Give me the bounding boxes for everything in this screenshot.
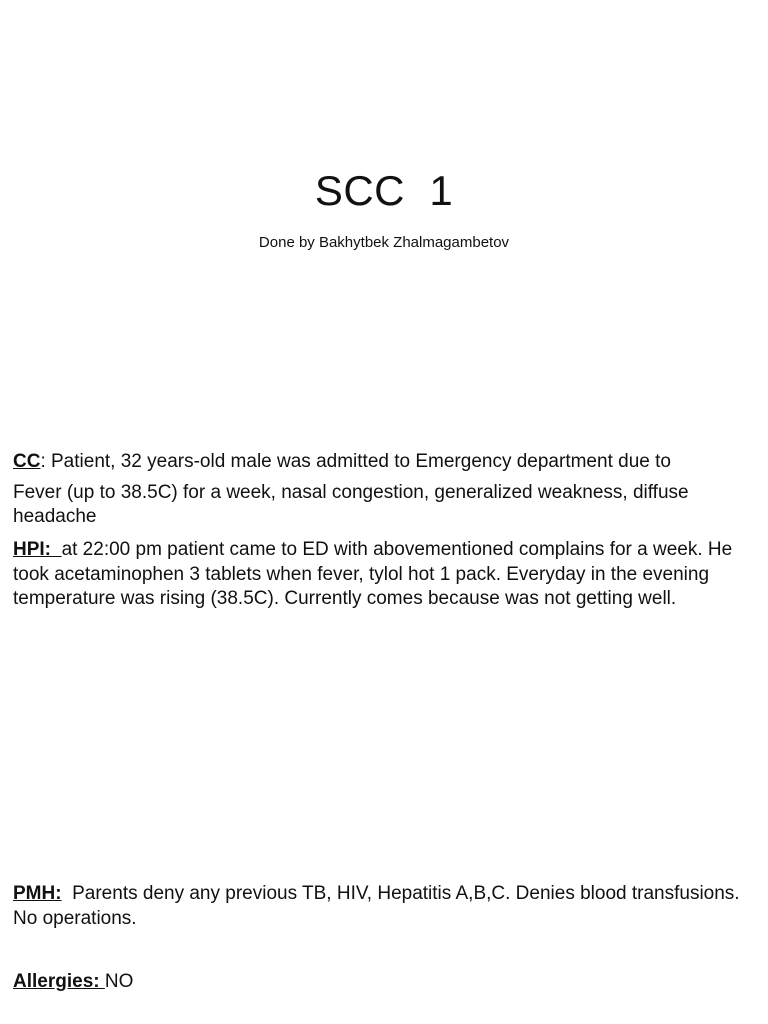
pmh-text: Parents deny any previous TB, HIV, Hepatitis A,B,C. Denies blood transfusions. No operations. [13,883,745,929]
document-author: Done by Bakhytbek Zhalmagambetov [258,234,510,251]
allergies-label: Allergies: [13,971,105,992]
chief-complaint-text: Fever (up to 38.5C) for a week, nasal congestion, generalized weakness, diffuse headache [13,481,689,527]
hpi-label: HPI: [13,539,62,560]
pmh-section [13,882,753,931]
document-title: SCC 1 [314,167,454,214]
pmh-label: PMH: [13,883,62,904]
hpi-section [13,538,753,612]
chief-complaint-section [13,450,753,530]
hpi-text: at 22:00 pm patient came to ED with abovementioned complains for a week. He took acetaminophen 3 tablets when fever, tylol hot 1 pack. Everyday in the evening temperature was rising (38.5C). Currently comes because was not getting well. [13,539,733,609]
allergies-section [13,970,753,995]
chief-complaint-intro: : Patient, 32 years-old male was admitted to Emergency department due to [40,451,671,472]
chief-complaint-first-line [13,450,753,475]
chief-complaint-label: CC [13,451,41,472]
allergies-text: NO [104,971,134,992]
